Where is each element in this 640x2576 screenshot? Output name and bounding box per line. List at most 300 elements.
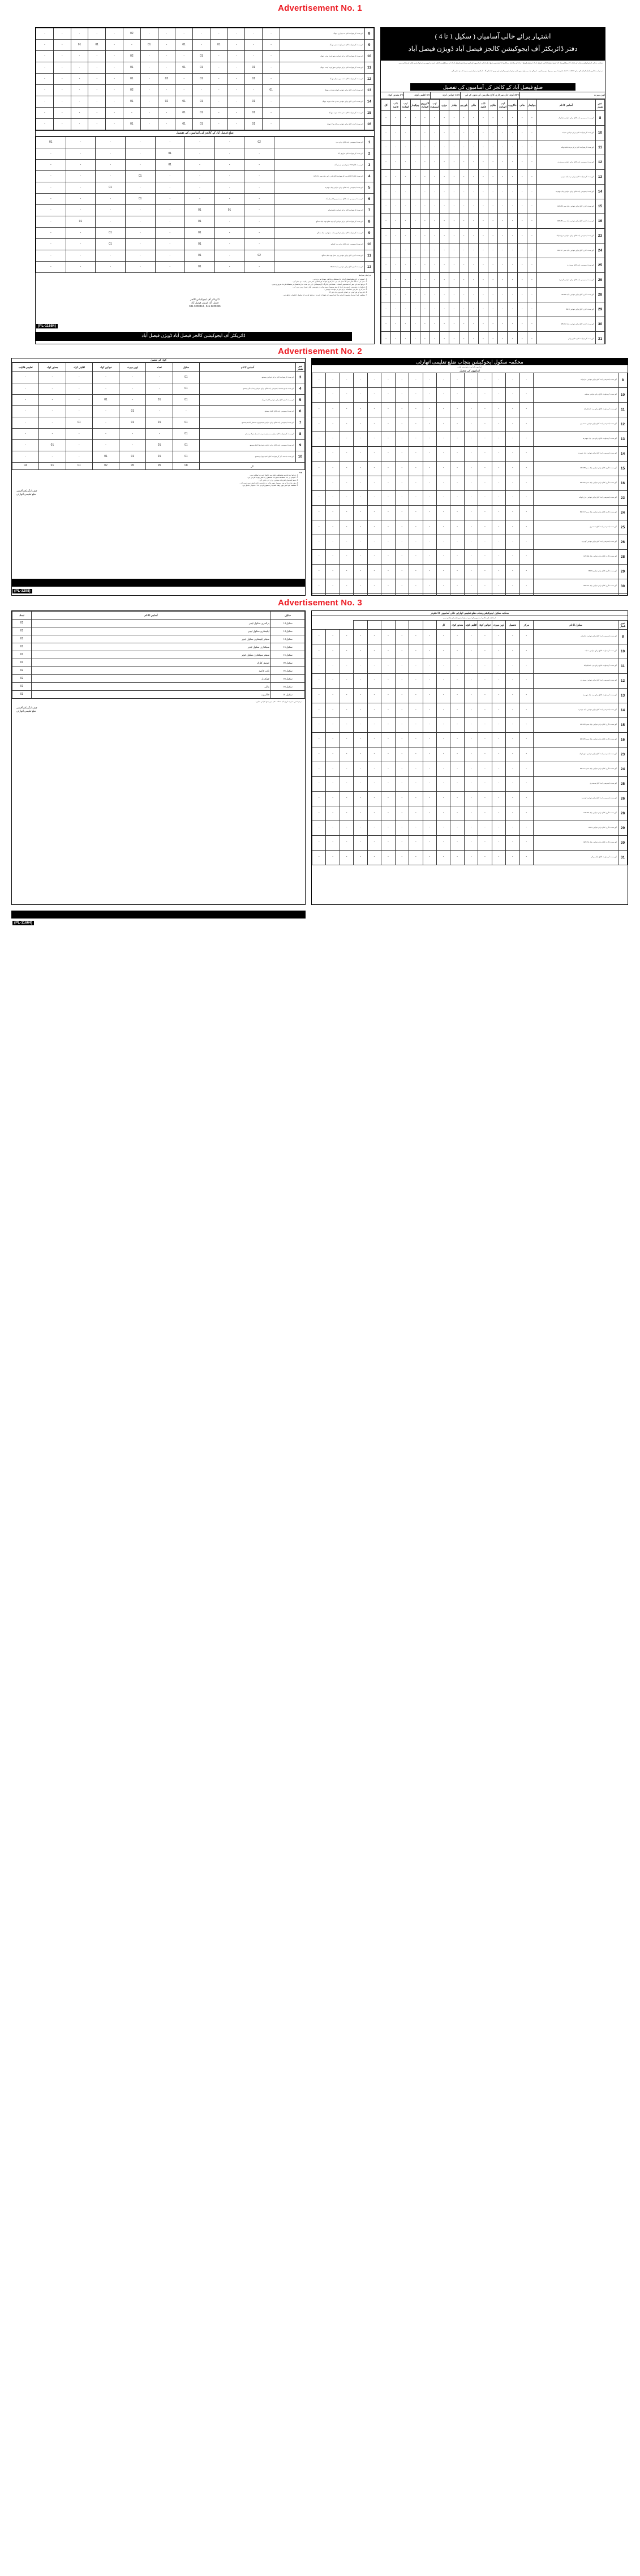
ad2-summary-5: 01 <box>39 463 66 470</box>
ad3-th-x2 <box>409 620 423 629</box>
cell-value: - <box>436 673 450 688</box>
cell-value: - <box>71 28 88 40</box>
cell-post: جونیئر کلرک <box>32 659 271 667</box>
cell-value: - <box>459 258 469 273</box>
cell-value: - <box>36 28 54 40</box>
cell-value: - <box>508 111 517 126</box>
cell-value: - <box>340 644 353 659</box>
cell-row-number: 5 <box>365 182 374 194</box>
cell-value: - <box>340 417 353 432</box>
table-row <box>36 62 374 74</box>
cell-description: گورنمنٹ ایسوسی ایٹ کالج برائے خواتین خرڑیانوالہ <box>534 490 618 505</box>
cell-value: - <box>367 549 381 564</box>
ad1-right-table <box>381 99 605 344</box>
cell-value: - <box>354 490 367 505</box>
cell-value: - <box>381 185 391 199</box>
cell-value: - <box>395 644 409 659</box>
cell-value: - <box>88 119 106 130</box>
cell-value: - <box>367 717 381 732</box>
cell-value: - <box>354 688 367 703</box>
cell-row-number: 10 <box>296 451 305 463</box>
cell-value <box>519 593 533 596</box>
cell-value: - <box>381 762 395 776</box>
cell-value: - <box>66 148 96 160</box>
cell-value: - <box>488 126 498 140</box>
cell-value: - <box>488 332 498 345</box>
cell-value: - <box>210 119 227 130</box>
cell-value: - <box>354 791 367 806</box>
cell-value: 02 <box>244 250 274 262</box>
cell-value: - <box>125 262 155 273</box>
cell-value: - <box>450 644 464 659</box>
cell-value: - <box>12 395 39 406</box>
cell-value: 01 <box>88 40 106 51</box>
ad1-lower-table-body <box>36 137 374 273</box>
cell-value: - <box>410 243 420 258</box>
cell-value: - <box>409 762 423 776</box>
cell-value: - <box>354 850 367 865</box>
cell-value: - <box>409 520 423 535</box>
cell-value: - <box>92 429 119 440</box>
list-item: 5. محکمہ کو کسی بھی وقت اشتہار منسوخ کرنے کا اختیار حاصل ہے۔ <box>15 484 296 487</box>
ad3-th-x3 <box>395 620 409 629</box>
cell-value: 01 <box>92 451 119 463</box>
cell-value: - <box>395 791 409 806</box>
ad2-right-table <box>312 373 628 596</box>
cell-value: - <box>506 387 519 402</box>
list-item: 2. امیدوار کا متعلقہ ضلع کا مستقل رہائشی ہونا لازمی ہے۔ <box>15 476 296 479</box>
cell-value: - <box>492 564 505 579</box>
cell-value: - <box>469 126 478 140</box>
cell-value: 01 <box>175 96 193 108</box>
cell-value: - <box>395 688 409 703</box>
cell-description: گورنمنٹ گریجوایٹ کالج برائے خواتین تاندلیانوالہ <box>274 205 365 216</box>
cell-value: - <box>395 821 409 835</box>
cell-value: - <box>492 461 505 476</box>
cell-value: - <box>517 214 527 229</box>
cell-value: - <box>420 273 429 288</box>
cell-value: - <box>409 490 423 505</box>
table-row <box>312 644 628 659</box>
cell-value: - <box>449 229 459 243</box>
cell-count: 01 <box>12 620 32 627</box>
cell-value: 01 <box>193 108 211 119</box>
cell-value: - <box>469 214 478 229</box>
cell-value: - <box>440 302 449 317</box>
cell-value: - <box>96 160 126 171</box>
cell-value: - <box>450 417 464 432</box>
cell-value: - <box>354 535 367 549</box>
cell-value: - <box>527 126 536 140</box>
cell-value: - <box>410 288 420 302</box>
cell-value: 01 <box>193 96 211 108</box>
cell-value: - <box>354 549 367 564</box>
cell-row-number: 16 <box>596 214 605 229</box>
cell-value: - <box>53 119 71 130</box>
cell-value: - <box>423 732 436 747</box>
cell-value: - <box>354 476 367 490</box>
table-row <box>312 564 628 579</box>
cell-value: - <box>464 505 478 520</box>
ad2-right-table-body <box>312 373 628 596</box>
cell-row-number: 24 <box>618 762 628 776</box>
cell-value: - <box>39 451 66 463</box>
cell-row-number: 10 <box>596 126 605 140</box>
cell-row-number: 26 <box>618 535 628 549</box>
cell-description: گورنمنٹ ایسوسی ایٹ کالج برائے خواتین سمندری <box>534 673 618 688</box>
ad1-terms-list <box>36 278 374 296</box>
cell-value: - <box>155 194 185 205</box>
cell-value: - <box>36 216 66 228</box>
cell-value: - <box>106 74 123 85</box>
cell-value: - <box>210 62 227 74</box>
cell-value: - <box>312 373 326 387</box>
cell-row-number: 16 <box>618 732 628 747</box>
cell-value: - <box>381 476 395 490</box>
table-row <box>381 273 605 288</box>
cell-value: - <box>395 476 409 490</box>
cell-value: 01 <box>193 74 211 85</box>
ad1-footer-strip: ڈائریکٹر آف ایجوکیشن کالجز فیصل آباد ڈویژن فیصل آباد <box>141 333 246 338</box>
cell-row-number: 12 <box>618 417 628 432</box>
cell-value: - <box>478 703 492 717</box>
cell-value: - <box>146 383 173 395</box>
table-row <box>312 835 628 850</box>
cell-value: - <box>464 461 478 476</box>
cell-description: گورنمنٹ ڈگری کالج برائے خواتین منڈی شاہ جیونہ جھنگ <box>280 96 365 108</box>
cell-value: - <box>450 776 464 791</box>
cell-value: - <box>498 140 508 155</box>
cell-value: - <box>517 170 527 185</box>
cell-value: 01 <box>36 137 66 148</box>
table-row <box>381 170 605 185</box>
cell-value: - <box>409 673 423 688</box>
table-row <box>12 651 305 659</box>
ad3-th-women: خواتین کوٹہ <box>478 620 492 629</box>
cell-row-number: 14 <box>596 185 605 199</box>
cell-value: 01 <box>125 171 155 182</box>
cell-value: - <box>478 535 492 549</box>
cell-row-number: 8 <box>618 629 628 644</box>
ad2-summary-row <box>12 463 305 470</box>
cell-post: پرائمری سکول ٹیچر <box>32 620 271 627</box>
cell-value: - <box>381 258 391 273</box>
cell-count: 01 <box>12 651 32 659</box>
cell-value: - <box>96 171 126 182</box>
cell-value: - <box>340 579 353 593</box>
cell-value: - <box>367 417 381 432</box>
cell-description: گورنمنٹ ایسوسی ایٹ کالج برائے خواتین خرڑیانوالہ <box>534 747 618 762</box>
cell-value: - <box>88 74 106 85</box>
cell-value: - <box>410 302 420 317</box>
cell-value: - <box>420 258 429 273</box>
table-row <box>36 228 374 239</box>
cell-value: - <box>478 273 488 288</box>
cell-value: - <box>517 199 527 214</box>
cell-value: - <box>340 747 353 762</box>
table-row <box>12 406 305 417</box>
cell-value: - <box>440 170 449 185</box>
cell-value: - <box>449 155 459 170</box>
ad3-footer-note: درخواستیں مقررہ تاریخ تک متعلقہ دفتر میں جمع کرائی جائیں۔ <box>255 700 302 703</box>
cell-value: - <box>312 732 326 747</box>
cell-value: - <box>381 288 391 302</box>
cell-value <box>423 593 436 596</box>
ad2-left-table <box>12 362 305 470</box>
ad3-th-total: کل <box>436 620 450 629</box>
cell-value: - <box>175 74 193 85</box>
ad3-sign-line2: ضلع تعلیمی اتھارٹی <box>16 709 37 712</box>
cell-value: 01 <box>155 160 185 171</box>
cell-value: - <box>519 373 533 387</box>
cell-value: - <box>53 28 71 40</box>
cell-value: - <box>436 762 450 776</box>
cell-value: - <box>440 199 449 214</box>
list-item: 7. محکمہ کو اشتہار منسوخ کرنے یا آسامیوں کی تعداد کم یا زیادہ کرنے کا مکمل اختیار حاصل ہے۔ <box>38 294 365 297</box>
cell-value: - <box>140 119 158 130</box>
table-row <box>312 373 628 387</box>
ad2-notes-heading: نوٹ <box>299 471 302 474</box>
cell-value: - <box>381 747 395 762</box>
cell-value: - <box>244 216 274 228</box>
cell-value: - <box>436 791 450 806</box>
table-row <box>36 262 374 273</box>
cell-count: 01 <box>12 659 32 667</box>
table-row <box>36 108 374 119</box>
cell-value: - <box>227 85 245 96</box>
cell-value: 01 <box>193 119 211 130</box>
table-row <box>312 762 628 776</box>
cell-value: 01 <box>173 417 199 429</box>
cell-description: گورنمنٹ گریجوایٹ کالج برائے خواتین شورکوٹ کینٹ جھنگ <box>280 62 365 74</box>
cell-value: - <box>436 821 450 835</box>
cell-value: - <box>469 140 478 155</box>
cell-value: - <box>367 629 381 644</box>
cell-value: - <box>436 549 450 564</box>
list-item: 5. سرکاری ملازمین محکمانہ ذرائع سے درخواست بھیجیں۔ <box>38 288 365 291</box>
cell-value: - <box>506 717 519 732</box>
cell-value: - <box>155 205 185 216</box>
cell-value: - <box>185 182 215 194</box>
cell-value: - <box>488 229 498 243</box>
table-row <box>36 28 374 40</box>
cell-value: - <box>381 659 395 673</box>
cell-value: - <box>450 387 464 402</box>
cell-value: - <box>367 402 381 417</box>
cell-value: - <box>36 62 54 74</box>
table-row <box>381 302 605 317</box>
cell-value: - <box>492 673 505 688</box>
th-c11: درزی <box>440 100 449 111</box>
cell-value: - <box>440 332 449 345</box>
cell-value: 01 <box>175 40 193 51</box>
cell-value: - <box>420 111 429 126</box>
cell-value: - <box>106 28 123 40</box>
cell-value: 01 <box>185 262 215 273</box>
cell-value: 01 <box>185 228 215 239</box>
table-row <box>12 691 305 699</box>
ad2-sign-line1: چیف ایگزیکٹو آفیسر <box>16 489 37 492</box>
cell-value: - <box>440 317 449 332</box>
th-c7: نائب قاصد <box>478 100 488 111</box>
table-row <box>12 643 305 651</box>
cell-value: - <box>263 51 280 62</box>
cell-value: - <box>459 140 469 155</box>
cell-value: - <box>478 476 492 490</box>
table-row <box>381 126 605 140</box>
ad2-th-post: آسامی کا نام <box>200 363 296 372</box>
cell-value: - <box>420 317 429 332</box>
cell-value: - <box>193 85 211 96</box>
cell-value: - <box>367 476 381 490</box>
cell-value: 01 <box>175 62 193 74</box>
cell-value: - <box>391 140 401 155</box>
cell-value: - <box>96 137 126 148</box>
ad2-header-row <box>12 363 305 372</box>
cell-value: - <box>478 659 492 673</box>
cell-value: - <box>488 273 498 288</box>
cell-value: - <box>210 51 227 62</box>
cell-value: - <box>340 490 353 505</box>
cell-value: - <box>125 160 155 171</box>
cell-value: - <box>527 302 536 317</box>
ad1-banner-line2: دفتر ڈائریکٹر آف ایجوکیشن کالجز فیصل آباد ڈویژن فیصل آباد <box>408 45 578 53</box>
cell-value: - <box>66 250 96 262</box>
cell-value: - <box>53 62 71 74</box>
cell-value: - <box>140 74 158 85</box>
table-row <box>312 593 628 596</box>
cell-value: - <box>409 835 423 850</box>
cell-value: - <box>469 317 478 332</box>
cell-value: - <box>423 747 436 762</box>
cell-value: - <box>519 732 533 747</box>
cell-value: - <box>423 762 436 776</box>
cell-value: - <box>245 28 263 40</box>
cell-value: - <box>155 171 185 182</box>
cell-description: گورنمنٹ گریجوایٹ کالج برائے مرد چک جھمرہ <box>534 432 618 446</box>
cell-value: - <box>354 387 367 402</box>
table-row <box>312 417 628 432</box>
cell-value: - <box>12 406 39 417</box>
cell-value: 01 <box>173 395 199 406</box>
ad3-lth-count: تعداد <box>12 612 32 620</box>
cell-value: - <box>436 717 450 732</box>
cell-value: 01 <box>140 40 158 51</box>
cell-value: - <box>436 432 450 446</box>
cell-row-number: 29 <box>596 302 605 317</box>
cell-value: - <box>508 317 517 332</box>
cell-value: - <box>478 688 492 703</box>
cell-value: - <box>420 140 429 155</box>
cell-value: - <box>395 717 409 732</box>
ad3-left-table-body <box>12 620 305 699</box>
cell-value: - <box>519 659 533 673</box>
cell-value: - <box>395 402 409 417</box>
cell-value: - <box>409 461 423 476</box>
cell-description: گورنمنٹ ایسوسی ایٹ کالج برائے خواتین سمندری <box>534 417 618 432</box>
cell-value: - <box>158 51 175 62</box>
cell-value: - <box>420 302 429 317</box>
cell-value: - <box>312 747 326 762</box>
cell-value: - <box>464 717 478 732</box>
cell-value: - <box>381 490 395 505</box>
cell-value: - <box>423 549 436 564</box>
cell-value: - <box>409 732 423 747</box>
cell-value: - <box>185 160 215 171</box>
cell-value: - <box>527 332 536 345</box>
cell-description: گورنمنٹ گریجوایٹ کالج احمد پور سیال جھنگ <box>280 74 365 85</box>
cell-value: - <box>395 446 409 461</box>
th-c9: باورچی <box>459 100 469 111</box>
ad2-right-panel <box>311 358 628 596</box>
cell-value: - <box>423 476 436 490</box>
cell-value: - <box>367 461 381 476</box>
cell-value: - <box>227 96 245 108</box>
ad3-th-x5 <box>367 620 381 629</box>
ad2-heading-left: کوٹہ کی تفصیل <box>12 358 305 362</box>
cell-value: - <box>92 406 119 417</box>
cell-description: گورنمنٹ ڈگری کالج برائے خواتین الائیڈ جھنگ <box>200 395 296 406</box>
cell-value: - <box>429 273 439 288</box>
cell-value: - <box>401 126 410 140</box>
cell-description: گورنمنٹ ڈگری کالج برائے خواتین 8/HR <box>534 564 618 579</box>
cell-value: - <box>395 549 409 564</box>
cell-value: - <box>326 806 340 821</box>
cell-value: 01 <box>96 182 126 194</box>
cell-value: 01 <box>66 417 92 429</box>
cell-value: - <box>506 762 519 776</box>
cell-value: - <box>214 194 244 205</box>
cell-value: - <box>423 373 436 387</box>
cell-value: - <box>125 239 155 250</box>
cell-value: - <box>498 258 508 273</box>
cell-value: - <box>449 258 459 273</box>
cell-description: گورنمنٹ ایسوسی ایٹ کالج برائے خواتین خرڑیانوالہ <box>537 229 596 243</box>
cell-row-number: 15 <box>618 461 628 476</box>
cell-value: - <box>464 549 478 564</box>
cell-value: - <box>492 579 505 593</box>
cell-value: - <box>36 96 54 108</box>
cell-value: - <box>478 461 492 476</box>
cell-description: گورنمنٹ ڈگری کالج برائے خواتین چک نمبر 285/RB <box>534 476 618 490</box>
cell-value: - <box>469 199 478 214</box>
list-item: 3. تمام آسامیاں کنٹریکٹ بنیادوں پر پُر کی جائیں گی۔ <box>15 479 296 482</box>
cell-count: 01 <box>12 635 32 643</box>
cell-row-number: 11 <box>365 250 374 262</box>
ad1-open-merit-label: اوپن میرٹ <box>519 92 605 99</box>
cell-value: - <box>478 490 492 505</box>
cell-value: 01 <box>155 148 185 160</box>
cell-value: - <box>312 717 326 732</box>
cell-value: - <box>244 228 274 239</box>
cell-value: - <box>214 250 244 262</box>
cell-value: - <box>340 806 353 821</box>
cell-value: - <box>312 402 326 417</box>
cell-value: - <box>66 171 96 182</box>
cell-value: - <box>506 373 519 387</box>
cell-value: - <box>423 659 436 673</box>
cell-value: - <box>440 288 449 302</box>
cell-value: - <box>381 273 391 288</box>
cell-value: - <box>367 535 381 549</box>
cell-value: - <box>326 703 340 717</box>
cell-value: - <box>185 194 215 205</box>
cell-value: - <box>450 673 464 688</box>
th-c12: لیب اسسٹنٹ <box>429 100 439 111</box>
cell-description: گورنمنٹ گریجوایٹ کالج برائے خواتین پینسٹھ <box>200 372 296 383</box>
cell-value: - <box>381 461 395 476</box>
cell-value: - <box>478 549 492 564</box>
